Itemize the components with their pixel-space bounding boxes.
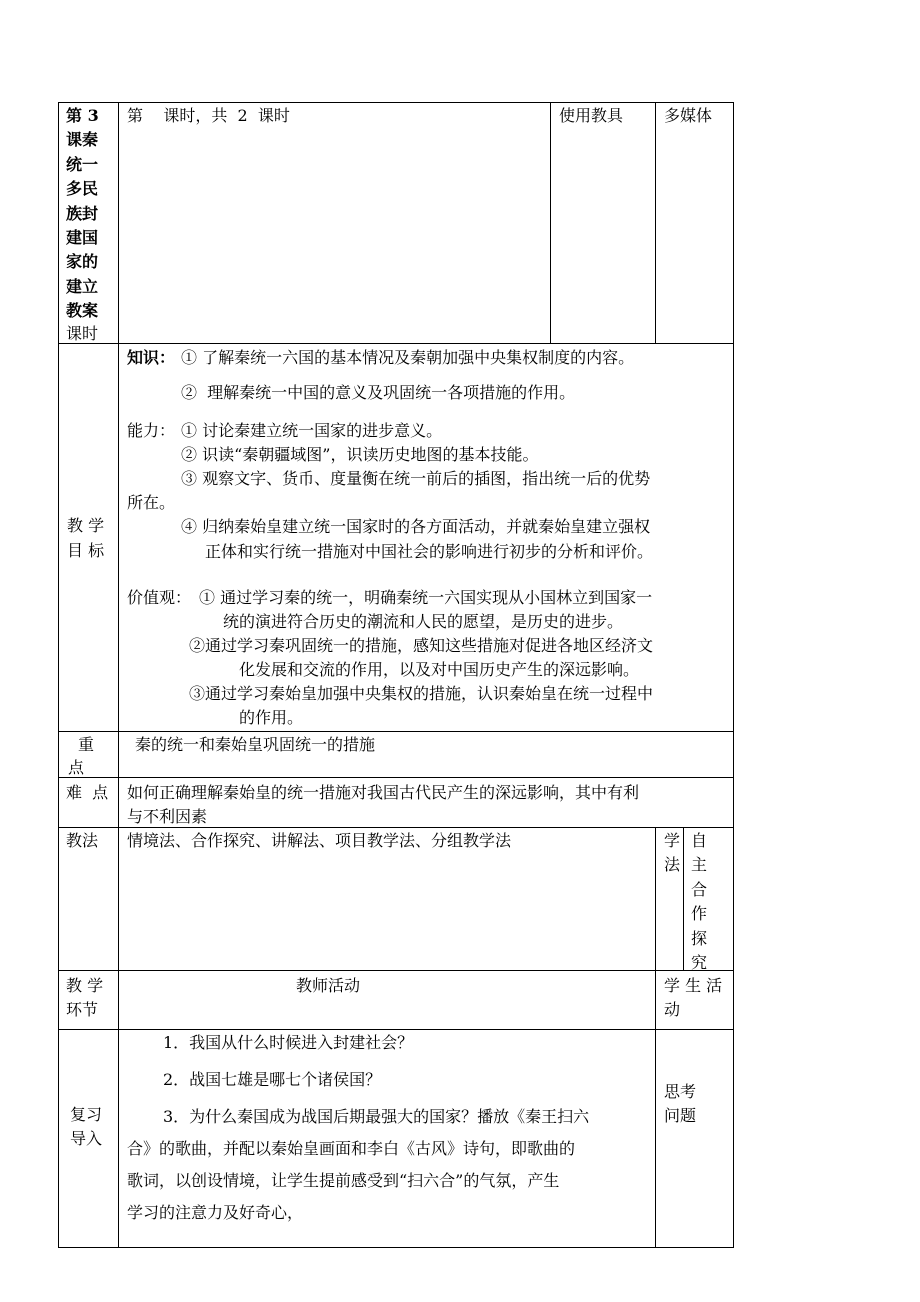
student-activity-header-line2: 动	[664, 1000, 681, 1019]
review-question-3-line4: 学习的注意力及好奇心，	[127, 1203, 304, 1222]
col-line-left	[58, 102, 59, 1248]
process-label-line2: 环节	[66, 1000, 99, 1019]
teacher-activity-header: 教师活动	[296, 976, 361, 995]
ability-label: 能力：	[127, 421, 176, 440]
lesson-info: 第 课时，共 2 课时	[127, 106, 290, 125]
difficulty-text-line1: 如何正确理解秦始皇的统一措施对我国古代民产生的深远影响，其中有利	[127, 783, 640, 802]
review-question-1: 1．我国从什么时候进入封建社会？	[163, 1033, 414, 1052]
student-activity-header-line1: 学 生 活	[664, 976, 723, 995]
key-point-label-line1: 重	[78, 735, 95, 754]
objectives-label-line2: 目 标	[67, 541, 105, 560]
review-question-2: 2．战国七雄是哪七个诸侯国？	[163, 1070, 382, 1089]
values-label: 价值观：	[127, 588, 192, 607]
col-line-tools-value	[655, 102, 656, 344]
ability-item-3-line2: 所在。	[127, 493, 176, 512]
row-line-header-bottom	[58, 343, 734, 344]
methods-label: 教法	[66, 831, 99, 850]
row-line-bottom	[58, 1247, 734, 1248]
col-line-study-label	[655, 827, 656, 971]
knowledge-item-1: ① 了解秦统一六国的基本情况及秦朝加强中央集权制度的内容。	[181, 348, 635, 367]
difficulty-label: 难 点	[66, 783, 109, 802]
process-label-line1: 教 学	[66, 976, 104, 995]
methods-text: 情境法、合作探究、讲解法、项目教学法、分组教学法	[127, 831, 512, 850]
col-line-right-lower	[733, 827, 734, 1248]
ability-item-4-line1: ④ 归纳秦始皇建立统一国家时的各方面活动，并就秦始皇建立强权	[181, 517, 651, 536]
tools-value: 多媒体	[664, 106, 713, 125]
review-question-3-line2: 合》的歌曲，并配以秦始皇画面和李白《古风》诗句，即歌曲的	[127, 1139, 576, 1158]
values-item-1-line2: 统的演进符合历史的潮流和人民的愿望，是历史的进步。	[223, 612, 624, 631]
row-line-methods-bottom	[58, 970, 734, 971]
ability-item-4-line2: 正体和实行统一措施对中国社会的影响进行初步的分析和评价。	[205, 542, 654, 561]
review-label-line2: 导入	[70, 1129, 103, 1148]
col-line-tools-label	[550, 102, 551, 344]
values-item-2-line2: 化发展和交流的作用，以及对中国历史产生的深远影响。	[239, 660, 640, 679]
values-item-3-line1: ③通过学习秦始皇加强中央集权的措施，认识秦始皇在统一过程中	[189, 684, 654, 703]
review-question-3-line1: 3．为什么秦国成为战国后期最强大的国家？播放《秦王扫六	[163, 1107, 590, 1126]
review-student-line2: 问题	[664, 1106, 697, 1125]
values-item-2-line1: ②通过学习秦巩固统一的措施，感知这些措施对促进各地区经济文	[189, 636, 654, 655]
col-line-student	[655, 970, 656, 1248]
ability-item-1: ① 讨论秦建立统一国家的进步意义。	[181, 421, 443, 440]
row-line-objectives-bottom	[58, 731, 734, 732]
ability-item-3-line1: ③ 观察文字、货币、度量衡在统一前后的插图，指出统一后的优势	[181, 469, 651, 488]
key-point-label-line2: 点	[68, 758, 85, 777]
values-item-1-line1: ① 通过学习秦的统一，明确秦统一六国实现从小国林立到国家一	[199, 588, 653, 607]
values-item-3-line2: 的作用。	[239, 708, 304, 727]
key-point-text: 秦的统一和秦始皇巩固统一的措施	[135, 735, 376, 754]
ability-item-2: ② 识读“秦朝疆域图”，识读历史地图的基本技能。	[181, 445, 539, 464]
lesson-title: 第 3 课秦 统一 多民 族封 建国 家的 建立 教案	[66, 106, 99, 321]
row-line-process-header-bottom	[58, 1029, 734, 1030]
review-label-line1: 复习	[70, 1105, 103, 1124]
row-line-keypoint-bottom	[58, 777, 734, 778]
study-method-label: 学 法	[664, 831, 681, 875]
review-student-line1: 思考	[664, 1082, 697, 1101]
difficulty-text-line2: 与不利因素	[127, 807, 208, 826]
row-line-top	[58, 102, 734, 103]
study-method-value: 自 主 合 作 探 究	[691, 831, 708, 973]
knowledge-label: 知识：	[127, 348, 176, 367]
col-line-label	[118, 102, 119, 1248]
tools-label: 使用教具	[559, 106, 624, 125]
lesson-title-suffix: 课时	[66, 324, 99, 343]
objectives-label-line1: 教 学	[67, 516, 105, 535]
knowledge-item-2: ② 理解秦统一中国的意义及巩固统一各项措施的作用。	[181, 383, 576, 402]
col-line-right-upper	[733, 102, 734, 828]
review-question-3-line3: 歌词，以创设情境，让学生提前感受到“扫六合”的气氛，产生	[127, 1171, 560, 1190]
